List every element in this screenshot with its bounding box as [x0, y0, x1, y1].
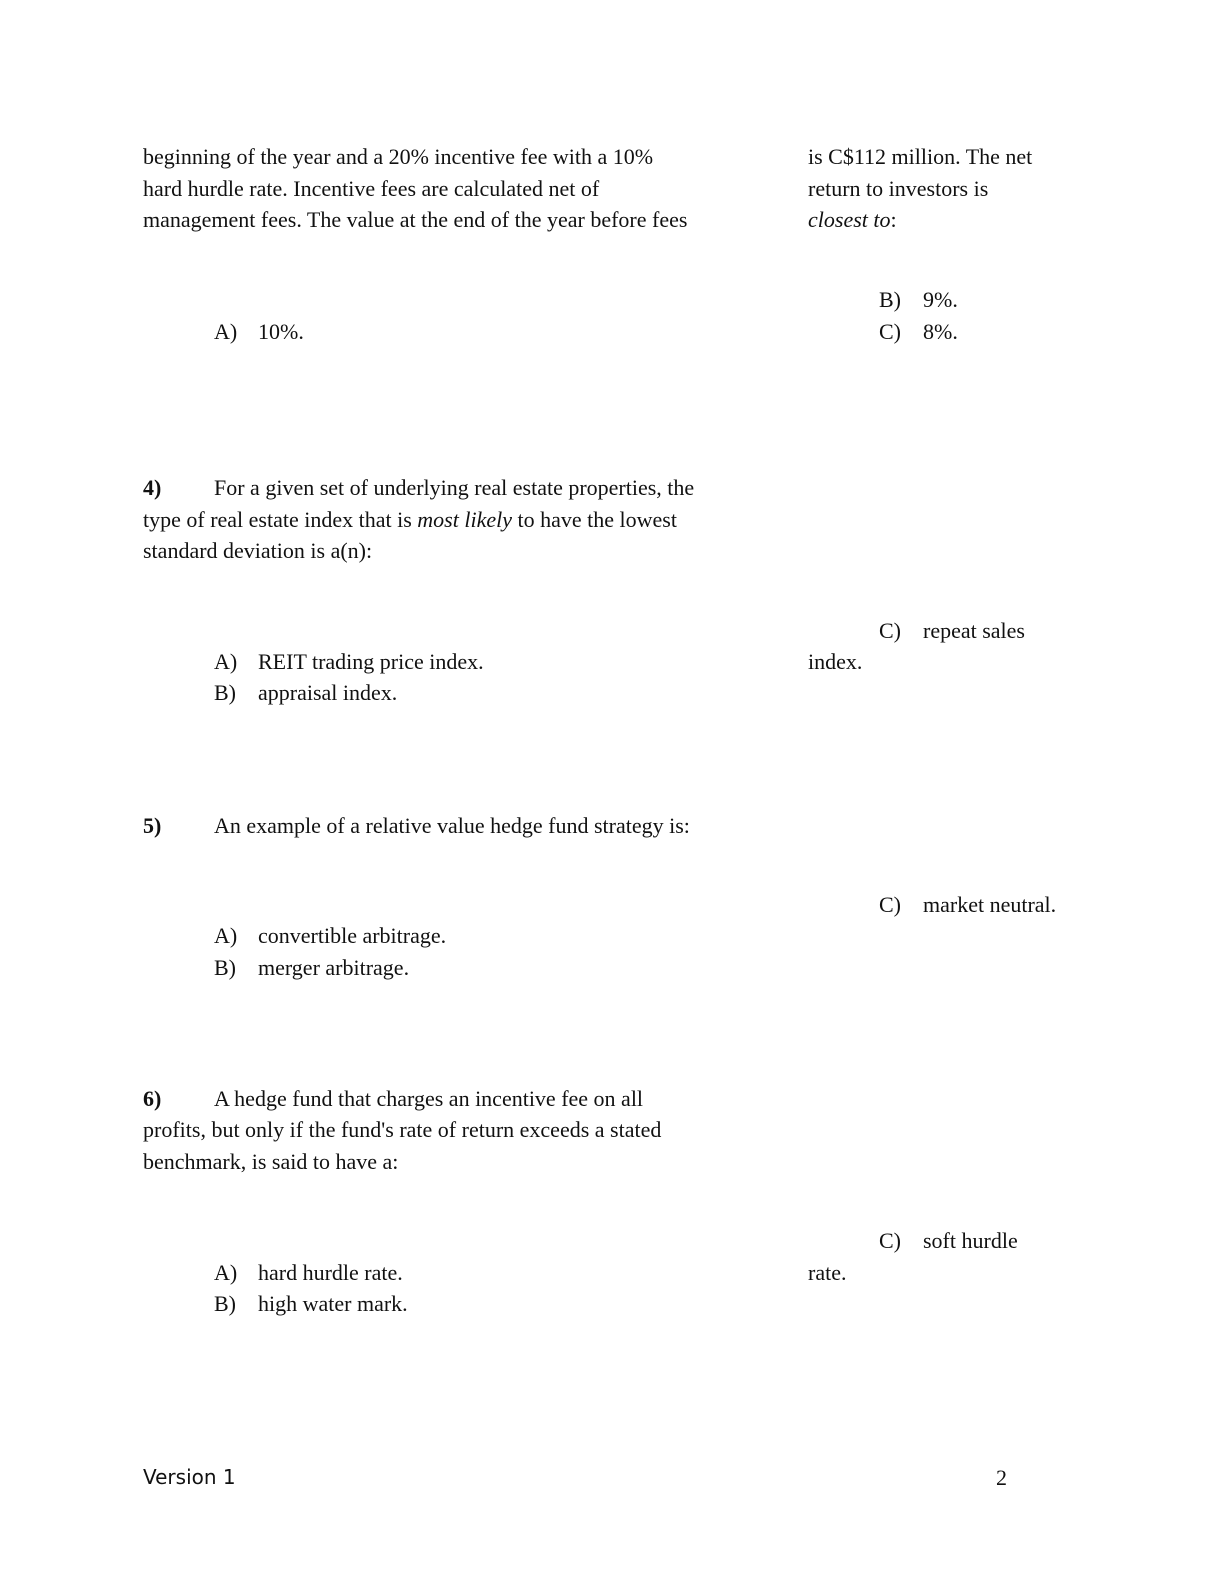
- footer-version: Version 1: [143, 1465, 236, 1489]
- q3-colon: :: [890, 207, 897, 232]
- q3-stem-line: return to investors is: [808, 176, 989, 201]
- option-text: hard hurdle rate.: [258, 1260, 403, 1285]
- q6-number: 6): [143, 1086, 162, 1111]
- q4-stem-line: [143, 504, 677, 536]
- q4-option-a[interactable]: [214, 646, 484, 678]
- q4-text: type of real estate index that is: [143, 507, 418, 532]
- option-label: C): [879, 319, 901, 344]
- q4-stem-line: standard deviation is a(n):: [143, 538, 373, 563]
- q3-stem-line: hard hurdle rate. Incentive fees are calculated net of: [143, 176, 600, 201]
- q3-stem-line: [808, 204, 897, 236]
- option-text: market neutral.: [923, 892, 1057, 917]
- q4-number: 4): [143, 475, 162, 500]
- option-text: merger arbitrage.: [258, 955, 410, 980]
- q3-option-b[interactable]: [879, 284, 958, 316]
- q5-stem-line: An example of a relative value hedge fund strategy is:: [214, 813, 690, 838]
- option-text: soft hurdle: [923, 1228, 1018, 1253]
- q6-stem-line: profits, but only if the fund's rate of return exceeds a stated: [143, 1117, 662, 1142]
- q3-emphasis: closest to: [808, 207, 891, 232]
- q5-option-b[interactable]: [214, 952, 409, 984]
- option-label: B): [214, 680, 236, 705]
- option-label: A): [214, 1260, 238, 1285]
- option-label: A): [214, 649, 238, 674]
- q6-option-b[interactable]: [214, 1288, 408, 1320]
- q5-option-a[interactable]: [214, 920, 446, 952]
- option-label: C): [879, 618, 901, 643]
- q5-option-c[interactable]: [879, 889, 1056, 921]
- q4-option-c[interactable]: [879, 615, 1025, 647]
- q6-stem-line: A hedge fund that charges an incentive fee on all: [214, 1086, 644, 1111]
- option-text: REIT trading price index.: [258, 649, 484, 674]
- option-text: appraisal index.: [258, 680, 398, 705]
- q6-option-c[interactable]: [879, 1225, 1018, 1257]
- option-label: A): [214, 923, 238, 948]
- q5-number: 5): [143, 813, 162, 838]
- option-text: 8%.: [923, 319, 958, 344]
- q4-option-c-wrap: index.: [808, 649, 863, 674]
- option-text: convertible arbitrage.: [258, 923, 447, 948]
- option-label: C): [879, 1228, 901, 1253]
- q3-stem-line: beginning of the year and a 20% incentive fee with a 10%: [143, 144, 654, 169]
- q3-option-a[interactable]: [214, 316, 304, 348]
- option-text: high water mark.: [258, 1291, 408, 1316]
- option-label: B): [214, 1291, 236, 1316]
- option-text: repeat sales: [923, 618, 1025, 643]
- q4-option-b[interactable]: [214, 677, 397, 709]
- option-label: B): [214, 955, 236, 980]
- q6-stem-line: benchmark, is said to have a:: [143, 1149, 399, 1174]
- q4-emphasis: most likely: [417, 507, 512, 532]
- q6-option-c-wrap: rate.: [808, 1260, 847, 1285]
- q6-option-a[interactable]: [214, 1257, 403, 1289]
- q4-text: to have the lowest: [512, 507, 677, 532]
- option-label: A): [214, 319, 238, 344]
- option-text: 10%.: [258, 319, 304, 344]
- option-label: B): [879, 287, 901, 312]
- option-label: C): [879, 892, 901, 917]
- footer-page-number: 2: [996, 1465, 1007, 1490]
- q3-stem-line: management fees. The value at the end of the year before fees: [143, 207, 688, 232]
- q4-stem-line: For a given set of underlying real estate properties, the: [214, 475, 695, 500]
- q3-stem-line: is C$112 million. The net: [808, 144, 1033, 169]
- q3-option-c[interactable]: [879, 316, 958, 348]
- option-text: 9%.: [923, 287, 958, 312]
